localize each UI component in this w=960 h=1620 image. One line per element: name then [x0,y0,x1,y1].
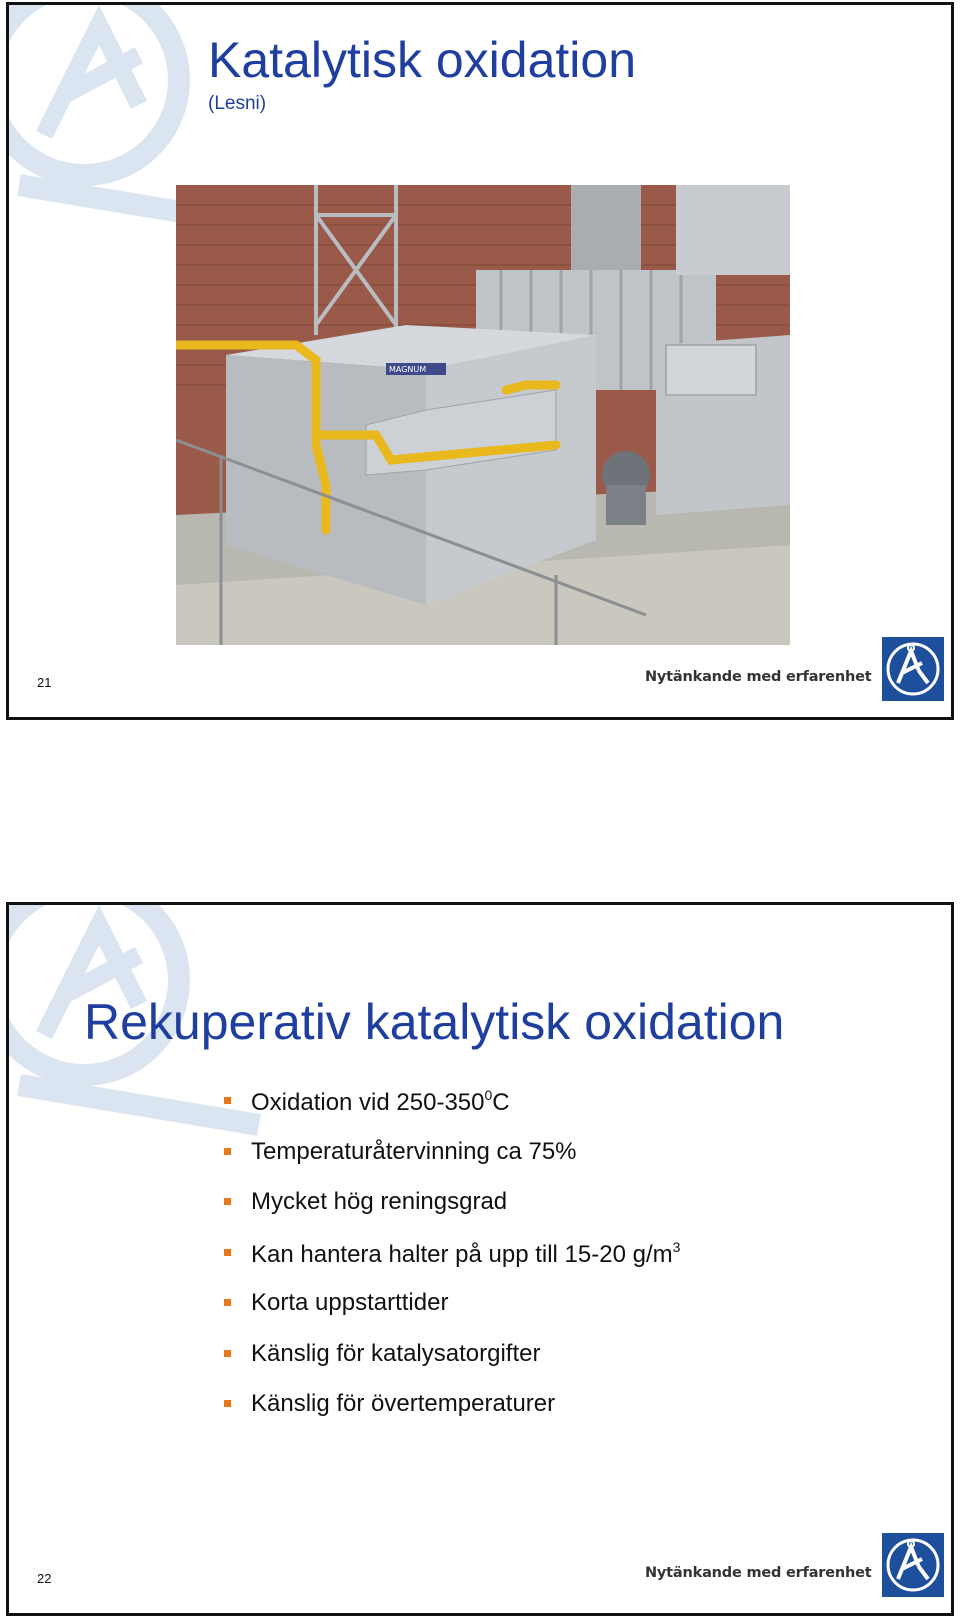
tagline: Nytänkande med erfarenhet [645,669,872,685]
slide-title: Rekuperativ katalytisk oxidation [84,994,785,1050]
list-item: Känslig för övertemperaturer [215,1390,680,1441]
list-item: Oxidation vid $250-350^0C$ [215,1087,680,1138]
bullet-square-icon [224,1097,231,1104]
bullet-square-icon [224,1148,231,1155]
list-item: Mycket hög reningsgrad [215,1188,680,1239]
bullet-square-icon [224,1299,231,1306]
slide-title: Katalytisk oxidation [208,32,637,88]
list-item: Temperaturåtervinning ca 75% [215,1138,680,1189]
magnum-label: MAGNUM [389,365,427,374]
list-item: Känslig för katalysatorgifter [215,1340,680,1391]
catalytic-oxidizer-photo [176,185,790,645]
af-logo-icon [882,637,944,701]
af-logo-icon [882,1533,944,1597]
bullet-square-icon [224,1400,231,1407]
slide-22 [6,902,954,1616]
bullet-list [215,1087,680,1441]
tagline: Nytänkande med erfarenhet [645,1565,872,1581]
slide-subtitle: (Lesni) [208,93,267,114]
page-number: 22 [37,1571,52,1586]
bullet-square-icon [224,1249,231,1256]
page-number: 21 [37,675,52,690]
list-item: Korta uppstarttider [215,1289,680,1340]
bullet-square-icon [224,1198,231,1205]
bullet-square-icon [224,1350,231,1357]
list-item: Kan hantera halter på upp till 15-20 $g/m^3$ [215,1239,680,1290]
slide-21 [6,2,954,720]
